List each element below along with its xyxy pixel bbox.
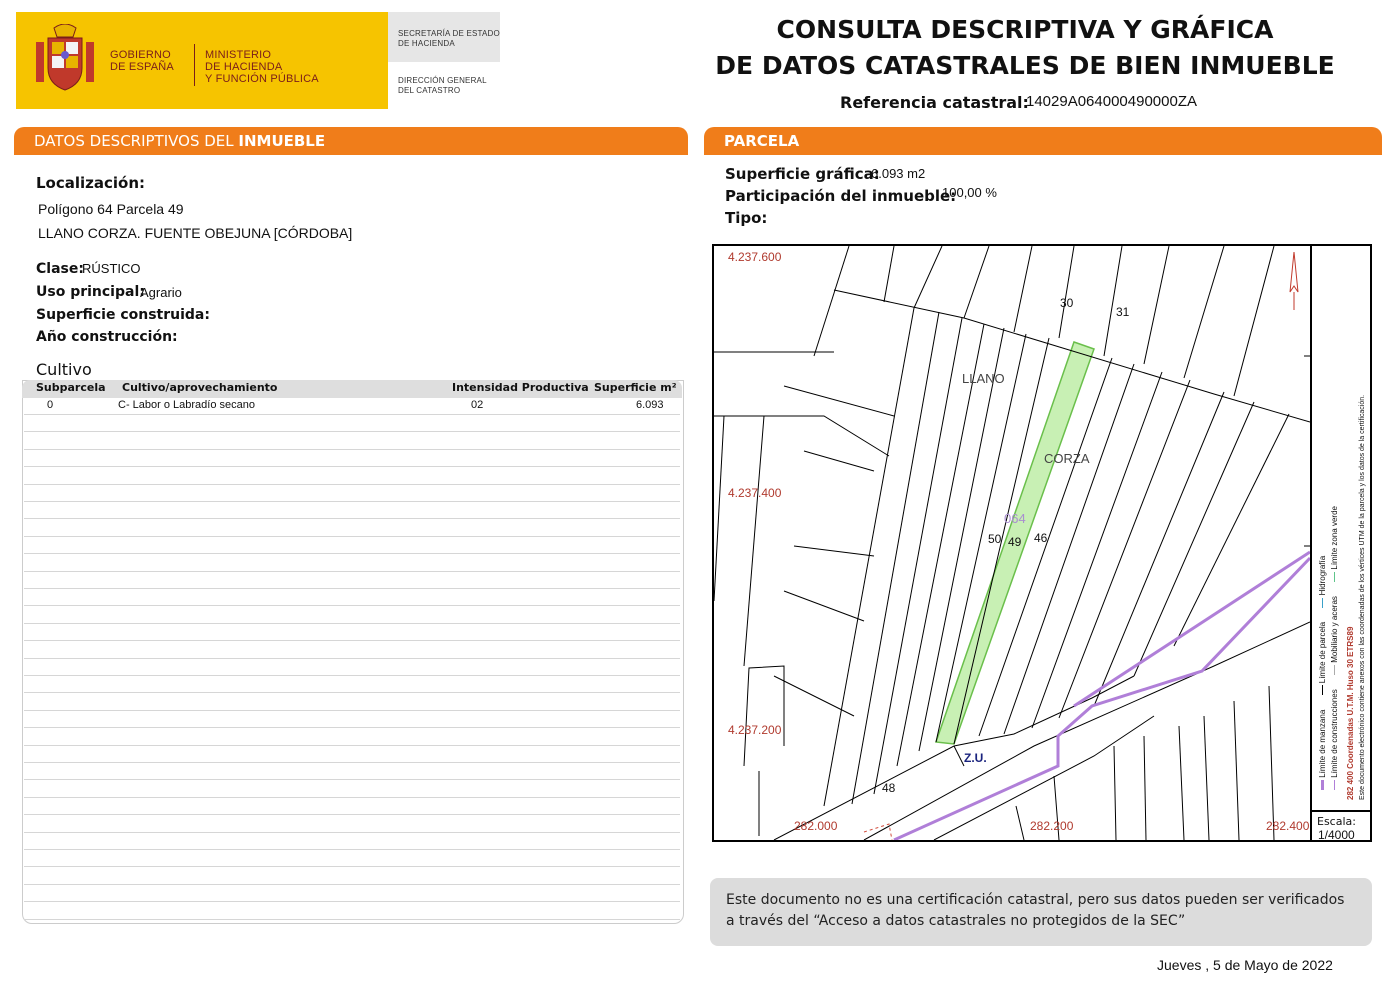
legend-coords: 282 400 Coordenadas U.T.M. Huso 30 ETRS89 <box>1346 626 1355 800</box>
page-title-line1: CONSULTA DESCRIPTIVA Y GRÁFICA <box>776 15 1274 44</box>
place-llano: LLANO <box>962 371 1005 386</box>
parcel-46: 46 <box>1034 531 1048 545</box>
table-row-rule <box>24 658 680 659</box>
legend-hidro: Hidrografía <box>1318 555 1327 596</box>
table-row-rule <box>24 623 680 624</box>
legend-mobiliario-swatch <box>1334 665 1335 675</box>
table-row-rule <box>24 414 680 415</box>
superficie-grafica-label: Superficie gráfica: <box>725 165 880 183</box>
ref-value: 14029A064000490000ZA <box>1026 93 1197 110</box>
table-row-rule <box>24 536 680 537</box>
cell-subparcela: 0 <box>47 399 54 411</box>
legend-row-2 <box>1330 506 1340 790</box>
scale-value: 1/4000 <box>1318 828 1355 842</box>
legend-construcciones: Límite de construcciones <box>1330 689 1339 778</box>
x-label-3: 282.400 <box>1266 819 1310 833</box>
superficie-construida-label: Superficie construida: <box>36 307 210 323</box>
th-cultivo: Cultivo/aprovechamiento <box>122 381 278 394</box>
table-row-rule <box>24 484 680 485</box>
th-subparcela: Subparcela <box>36 381 106 394</box>
table-row-rule <box>24 571 680 572</box>
table-row-rule <box>24 466 680 467</box>
table-row-rule <box>24 692 680 693</box>
table-row-rule <box>24 762 680 763</box>
legend-mobiliario: Mobiliario y aceras <box>1330 596 1339 663</box>
section-title-b: INMUEBLE <box>238 132 326 150</box>
legend-parcela-swatch <box>1322 685 1323 695</box>
legend-note: Este documento electrónico contiene anexos con las coordenadas de los vértices UTM de la parcela y los datos de la certificación. <box>1359 394 1366 800</box>
section-header-parcela <box>704 127 1382 155</box>
clase-value: RÚSTICO <box>82 261 141 276</box>
map-frame <box>712 244 1372 842</box>
anio-construccion-label: Año construcción: <box>36 329 178 345</box>
scale-label: Escala: <box>1317 815 1356 828</box>
table-row-rule <box>24 866 680 867</box>
th-superficie: Superficie m² <box>594 381 677 394</box>
legend-manzana-swatch <box>1321 780 1324 790</box>
parcel-30: 30 <box>1060 296 1074 310</box>
legend-row-1 <box>1318 556 1328 790</box>
localizacion-line2: LLANO CORZA. FUENTE OBEJUNA [CÓRDOBA] <box>38 225 353 241</box>
zone-label: Z.U. <box>964 751 987 765</box>
table-row-rule <box>24 919 680 920</box>
notice-text: Este documento no es una certificación catastral, pero sus datos pueden ser verificados a través del “Acceso a datos catastrales no protegidos de la SEC” <box>726 892 1345 929</box>
table-row-rule <box>24 588 680 589</box>
table-row-rule <box>24 901 680 902</box>
direccion-text: DIRECCIÓN GENERAL DEL CATASTRO <box>398 76 487 95</box>
coat-of-arms-icon <box>30 24 100 96</box>
table-row-rule <box>24 727 680 728</box>
section-title-a: DATOS DESCRIPTIVOS DEL <box>34 132 239 150</box>
map-legend-separator <box>1310 246 1312 842</box>
page-title-line2: DE DATOS CATASTRALES DE BIEN INMUEBLE <box>715 51 1335 80</box>
tipo-label: Tipo: <box>725 209 768 227</box>
y-label-3: 4.237.200 <box>728 723 782 737</box>
table-row-rule <box>24 640 680 641</box>
cell-superficie: 6.093 <box>636 399 664 411</box>
north-arrow-icon <box>1287 252 1301 312</box>
map-legend <box>1314 240 1374 800</box>
logo-divider <box>194 44 195 86</box>
parcel-49: 49 <box>1008 535 1022 549</box>
section-header-datos <box>14 127 688 155</box>
parcela-title: PARCELA <box>724 132 800 150</box>
x-label-2: 282.200 <box>1030 819 1074 833</box>
table-row-rule <box>24 797 680 798</box>
table-row-rule <box>24 431 680 432</box>
legend-parcela: Límite de parcela <box>1318 621 1327 684</box>
y-label-1: 4.237.600 <box>728 250 782 264</box>
table-row-rule <box>24 710 680 711</box>
table-row-rule <box>24 553 680 554</box>
clase-label: Clase: <box>36 261 84 277</box>
table-row-rule <box>24 501 680 502</box>
table-row-rule <box>24 779 680 780</box>
uso-label: Uso principal: <box>36 284 145 300</box>
table-row-rule <box>24 884 680 885</box>
polygon-label: 064 <box>1004 511 1026 526</box>
table-row-rule <box>24 832 680 833</box>
parcel-50: 50 <box>988 532 1002 546</box>
y-label-2: 4.237.400 <box>728 486 782 500</box>
table-row-rule <box>24 449 680 450</box>
cell-cultivo: C- Labor o Labradío secano <box>118 399 255 411</box>
participacion-label: Participación del inmueble: <box>725 187 957 205</box>
footer-date: Jueves , 5 de Mayo de 2022 <box>1157 957 1333 973</box>
legend-manzana: Límite de manzana <box>1318 709 1327 778</box>
cultivo-label: Cultivo <box>36 360 92 379</box>
place-corza: CORZA <box>1044 451 1090 466</box>
table-row-rule <box>24 849 680 850</box>
cell-intensidad: 02 <box>471 399 484 411</box>
legend-construcciones-swatch <box>1334 780 1335 790</box>
legend-hidro-swatch <box>1322 598 1323 608</box>
legend-verde-swatch <box>1334 572 1335 582</box>
table-row-rule <box>24 814 680 815</box>
uso-value: Agrario <box>140 285 182 300</box>
secretaria-text: SECRETARÍA DE ESTADO DE HACIENDA <box>398 29 500 48</box>
localizacion-label: Localización: <box>36 174 146 192</box>
parcel-48: 48 <box>882 781 896 795</box>
table-row-rule <box>24 745 680 746</box>
gobierno-espana-text: GOBIERNO DE ESPAÑA <box>110 49 174 73</box>
th-intensidad: Intensidad Productiva <box>452 381 589 394</box>
superficie-grafica-value: 6.093 m2 <box>871 166 926 181</box>
ref-label: Referencia catastral: <box>840 93 1029 112</box>
table-row-rule <box>24 605 680 606</box>
localizacion-line1: Polígono 64 Parcela 49 <box>38 201 184 217</box>
participacion-value: 100,00 % <box>942 185 997 200</box>
x-label-1: 282.000 <box>794 819 838 833</box>
cultivo-table <box>22 380 684 924</box>
table-row-rule <box>24 675 680 676</box>
legend-verde: Límite zona verde <box>1330 506 1339 570</box>
parcel-31: 31 <box>1116 305 1130 319</box>
table-row-rule <box>24 518 680 519</box>
notice-box <box>710 878 1372 946</box>
ministerio-text: MINISTERIO DE HACIENDA Y FUNCIÓN PÚBLICA <box>205 49 319 85</box>
